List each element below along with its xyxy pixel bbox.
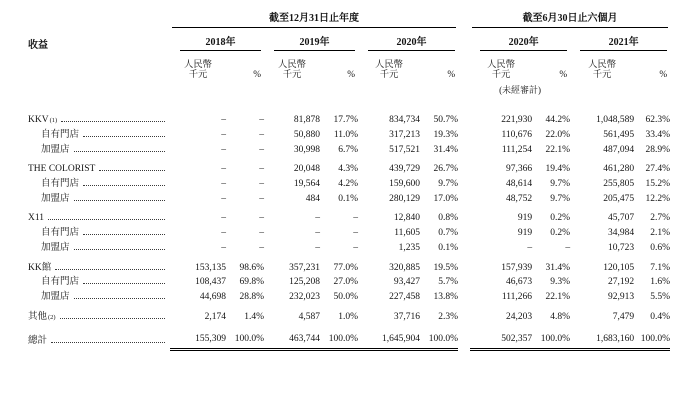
row-label-text: 加盟店 xyxy=(41,243,70,254)
cell-value: 37,716 xyxy=(393,311,420,322)
cell-percent: 0.7% xyxy=(438,228,459,239)
cell-value: 48,752 xyxy=(505,193,533,204)
row-label xyxy=(28,142,170,157)
cell-value: – xyxy=(221,129,226,140)
cell-percent: 1.0% xyxy=(338,311,358,322)
cell-percent: 22.1% xyxy=(545,144,571,155)
cell-value: 19,564 xyxy=(293,178,320,189)
cell-value: 317,213 xyxy=(389,129,420,140)
cell-value: – xyxy=(315,213,320,224)
cell-percent: 31.4% xyxy=(433,144,459,155)
cell-percent: – xyxy=(259,243,264,254)
row-label xyxy=(28,157,170,176)
row-label-text: THE COLORIST xyxy=(28,163,96,174)
cell-percent: 22.0% xyxy=(545,129,571,140)
cell-value: – xyxy=(221,163,226,174)
cell-percent: 27.4% xyxy=(645,163,671,174)
cell-value: 93,427 xyxy=(393,277,420,288)
cell-value: – xyxy=(221,193,226,204)
cell-percent: 11.0% xyxy=(333,129,358,140)
cell-percent: 19.5% xyxy=(433,262,459,273)
group-header-row xyxy=(28,10,670,30)
row-label-text: 自有門店 xyxy=(41,228,80,239)
row-label-text: 其他 xyxy=(28,311,48,322)
cell-percent: 9.3% xyxy=(550,277,571,288)
cell-percent: 2.7% xyxy=(650,213,671,224)
cell-value: 1,048,589 xyxy=(596,114,635,125)
footnote-marker: (2) xyxy=(48,313,56,321)
cell-percent: 5.7% xyxy=(438,277,459,288)
cell-percent: 31.4% xyxy=(545,262,571,273)
cell-percent: 2.3% xyxy=(438,311,459,322)
cell-percent: 44.2% xyxy=(545,114,571,125)
cell-percent: – xyxy=(259,163,264,174)
row-label xyxy=(28,226,170,241)
cell-value: 7,479 xyxy=(612,311,635,322)
cell-value: 221,930 xyxy=(501,114,533,125)
cell-value: 487,094 xyxy=(603,144,635,155)
dot-leader xyxy=(55,269,165,270)
cell-percent: – xyxy=(353,243,358,254)
cell-percent: 4.2% xyxy=(338,178,358,189)
cell-value: 20,048 xyxy=(293,163,320,174)
cell-value: 50,880 xyxy=(293,129,320,140)
cell-value: – xyxy=(527,243,533,254)
cell-percent: 15.2% xyxy=(645,178,671,189)
cell-value: – xyxy=(315,228,320,239)
group-header-annual: 截至12月31日止年度 xyxy=(170,10,458,30)
cell-value: 1,683,160 xyxy=(570,324,634,349)
cell-percent: 0.4% xyxy=(650,311,671,322)
row-label xyxy=(28,275,170,290)
total-row xyxy=(28,324,670,349)
table-row xyxy=(28,176,670,191)
table-row xyxy=(28,127,670,142)
cell-percent: – xyxy=(259,129,264,140)
cell-percent: 62.3% xyxy=(645,114,671,125)
cell-value: 111,254 xyxy=(501,144,533,155)
dot-leader xyxy=(74,200,165,201)
row-label-text: 自有門店 xyxy=(41,129,80,140)
cell-value: 24,203 xyxy=(505,311,533,322)
cell-percent: 1.6% xyxy=(650,277,671,288)
cell-value: 255,805 xyxy=(603,178,635,189)
cell-percent: – xyxy=(259,144,264,155)
cell-percent: 0.2% xyxy=(550,228,571,239)
dot-leader xyxy=(48,219,165,220)
row-label-text: 加盟店 xyxy=(41,292,70,303)
row-label-text: KK館 xyxy=(28,262,52,273)
cell-value: – xyxy=(315,243,320,254)
cell-percent: 9.7% xyxy=(438,178,459,189)
cell-percent: – xyxy=(353,228,358,239)
cell-value: 919 xyxy=(517,228,533,239)
cell-percent: 0.6% xyxy=(650,243,671,254)
group-header-interim: 截至6月30日止六個月 xyxy=(470,10,670,30)
cell-percent: 0.1% xyxy=(438,243,459,254)
cell-value: 155,309 xyxy=(170,324,226,349)
cell-percent: 5.5% xyxy=(650,292,671,303)
cell-percent: 100.0% xyxy=(320,324,358,349)
cell-percent: 17.7% xyxy=(333,114,358,125)
cell-value: 232,023 xyxy=(289,292,320,303)
table-row xyxy=(28,206,670,225)
cell-value: 4,587 xyxy=(298,311,320,322)
cell-percent: 50.0% xyxy=(333,292,358,303)
cell-percent: – xyxy=(259,228,264,239)
row-label xyxy=(28,127,170,142)
cell-value: 227,458 xyxy=(389,292,420,303)
dot-leader xyxy=(74,298,165,299)
cell-percent: 0.1% xyxy=(338,193,358,204)
cell-percent: – xyxy=(565,243,571,254)
cell-value: 92,913 xyxy=(607,292,635,303)
cell-percent: 100.0% xyxy=(634,324,670,349)
unit-label-rmb: 人民幣 千元 xyxy=(588,59,617,81)
cell-value: – xyxy=(221,178,226,189)
cell-value: 561,495 xyxy=(603,129,635,140)
cell-value: 1,645,904 xyxy=(358,324,420,349)
table-row xyxy=(28,108,670,127)
revenue-header-label: 收益 xyxy=(28,39,48,51)
cell-value: 81,878 xyxy=(293,114,320,125)
year-header-2019: 2019年 xyxy=(264,30,358,53)
units-header-row xyxy=(28,53,670,83)
unaudited-note-row xyxy=(28,82,670,107)
cell-percent: 4.3% xyxy=(338,163,358,174)
cell-value: 320,885 xyxy=(389,262,420,273)
unit-label-percent: % xyxy=(347,70,355,81)
row-label-text: 自有門店 xyxy=(41,277,80,288)
cell-value: 48,614 xyxy=(505,178,533,189)
cell-percent: 9.7% xyxy=(550,193,571,204)
cell-value: 919 xyxy=(517,213,533,224)
cell-percent: 26.7% xyxy=(433,163,459,174)
unit-label-rmb: 人民幣 千元 xyxy=(278,59,306,81)
cell-value: 834,734 xyxy=(389,114,420,125)
cell-percent: 1.4% xyxy=(244,311,264,322)
cell-value: – xyxy=(221,144,226,155)
cell-percent: 9.7% xyxy=(550,178,571,189)
row-label xyxy=(28,324,170,349)
cell-value: 280,129 xyxy=(389,193,420,204)
cell-percent: 50.7% xyxy=(433,114,459,125)
cell-percent: 4.8% xyxy=(550,311,571,322)
cell-value: 12,840 xyxy=(393,213,420,224)
year-header-2018: 2018年 xyxy=(170,30,264,53)
row-label-text: 總計 xyxy=(28,335,48,346)
cell-percent: 77.0% xyxy=(333,262,358,273)
row-label-text: 自有門店 xyxy=(41,178,80,189)
unit-label-rmb: 人民幣 千元 xyxy=(375,59,403,81)
table-body xyxy=(28,108,670,350)
cell-value: – xyxy=(221,228,226,239)
cell-value: 111,266 xyxy=(501,292,533,303)
row-label-text: X11 xyxy=(28,213,45,224)
cell-percent: – xyxy=(259,193,264,204)
unit-label-rmb: 人民幣 千元 xyxy=(184,59,212,81)
cell-percent: 100.0% xyxy=(226,324,264,349)
table-row xyxy=(28,191,670,206)
dot-leader xyxy=(51,342,165,343)
cell-value: 27,192 xyxy=(607,277,635,288)
cell-value: 463,744 xyxy=(264,324,320,349)
cell-value: 97,366 xyxy=(505,163,533,174)
cell-percent: – xyxy=(259,178,264,189)
unit-label-rmb: 人民幣 千元 xyxy=(487,59,516,81)
cell-value: – xyxy=(221,243,226,254)
cell-percent: 28.9% xyxy=(645,144,671,155)
table-row xyxy=(28,142,670,157)
dot-leader xyxy=(83,136,165,137)
cell-percent: – xyxy=(259,114,264,125)
cell-percent: 100.0% xyxy=(532,324,570,349)
cell-value: 10,723 xyxy=(607,243,635,254)
row-label-text: KKV xyxy=(28,114,49,125)
cell-percent: 17.0% xyxy=(433,193,459,204)
cell-value: 2,174 xyxy=(204,311,226,322)
dot-leader xyxy=(60,318,165,319)
row-label xyxy=(28,305,170,324)
cell-value: 439,729 xyxy=(389,163,420,174)
cell-value: – xyxy=(221,114,226,125)
cell-percent: 13.8% xyxy=(433,292,459,303)
table-row xyxy=(28,241,670,256)
cell-value: 108,437 xyxy=(195,277,226,288)
cell-percent: 12.2% xyxy=(645,193,671,204)
unit-label-percent: % xyxy=(447,70,456,81)
cell-value: 153,135 xyxy=(195,262,226,273)
cell-value: 517,521 xyxy=(389,144,420,155)
year-header-row xyxy=(28,30,670,53)
cell-value: 44,698 xyxy=(199,292,226,303)
cell-percent: 98.6% xyxy=(239,262,264,273)
dot-leader xyxy=(83,234,165,235)
cell-percent: 7.1% xyxy=(650,262,671,273)
unaudited-note: (未經審計) xyxy=(499,85,542,96)
year-header-2021-interim: 2021年 xyxy=(570,30,670,53)
row-label xyxy=(28,206,170,225)
cell-value: 157,939 xyxy=(501,262,533,273)
cell-percent: 69.8% xyxy=(239,277,264,288)
cell-value: 110,676 xyxy=(501,129,533,140)
dot-leader xyxy=(83,283,165,284)
table-row xyxy=(28,290,670,305)
footnote-marker: (1) xyxy=(49,116,58,124)
cell-percent: 33.4% xyxy=(645,129,671,140)
cell-percent: – xyxy=(353,213,358,224)
dot-leader xyxy=(74,249,165,250)
table-row xyxy=(28,226,670,241)
cell-percent: 19.4% xyxy=(545,163,571,174)
cell-percent: 28.8% xyxy=(239,292,264,303)
cell-value: 125,208 xyxy=(289,277,320,288)
cell-value: – xyxy=(221,213,226,224)
cell-value: 120,105 xyxy=(603,262,635,273)
cell-value: 159,600 xyxy=(389,178,420,189)
cell-value: 461,280 xyxy=(603,163,635,174)
row-label-text: 加盟店 xyxy=(41,144,70,155)
dot-leader xyxy=(83,185,165,186)
cell-percent: 0.2% xyxy=(550,213,571,224)
unit-label-percent: % xyxy=(253,70,261,81)
table-row xyxy=(28,305,670,324)
table-row xyxy=(28,256,670,275)
cell-percent: 19.3% xyxy=(433,129,459,140)
table-row xyxy=(28,275,670,290)
unit-label-percent: % xyxy=(559,70,568,81)
cell-value: 30,998 xyxy=(293,144,320,155)
row-label xyxy=(28,176,170,191)
row-label xyxy=(28,108,170,127)
cell-percent: 27.0% xyxy=(333,277,358,288)
cell-value: 205,475 xyxy=(603,193,635,204)
dot-leader xyxy=(61,121,165,122)
cell-value: 34,984 xyxy=(607,228,635,239)
cell-percent: 22.1% xyxy=(545,292,571,303)
cell-value: 1,235 xyxy=(398,243,420,254)
row-label xyxy=(28,191,170,206)
revenue-breakdown-table xyxy=(28,10,670,351)
cell-percent: 0.8% xyxy=(438,213,459,224)
row-label-text: 加盟店 xyxy=(41,193,70,204)
cell-percent: 100.0% xyxy=(420,324,458,349)
cell-value: 11,605 xyxy=(394,228,420,239)
row-label xyxy=(28,241,170,256)
year-header-2020: 2020年 xyxy=(358,30,458,53)
cell-percent: – xyxy=(259,213,264,224)
cell-percent: 2.1% xyxy=(650,228,671,239)
cell-value: 357,231 xyxy=(289,262,320,273)
dot-leader xyxy=(99,170,165,171)
row-label xyxy=(28,256,170,275)
year-header-2020-interim: 2020年 xyxy=(470,30,570,53)
unit-label-percent: % xyxy=(659,70,668,81)
cell-value: 46,673 xyxy=(505,277,533,288)
table-row xyxy=(28,157,670,176)
cell-value: 484 xyxy=(305,193,320,204)
cell-percent: 6.7% xyxy=(338,144,358,155)
cell-value: 45,707 xyxy=(607,213,635,224)
cell-value: 502,357 xyxy=(470,324,532,349)
dot-leader xyxy=(74,151,165,152)
row-label xyxy=(28,290,170,305)
